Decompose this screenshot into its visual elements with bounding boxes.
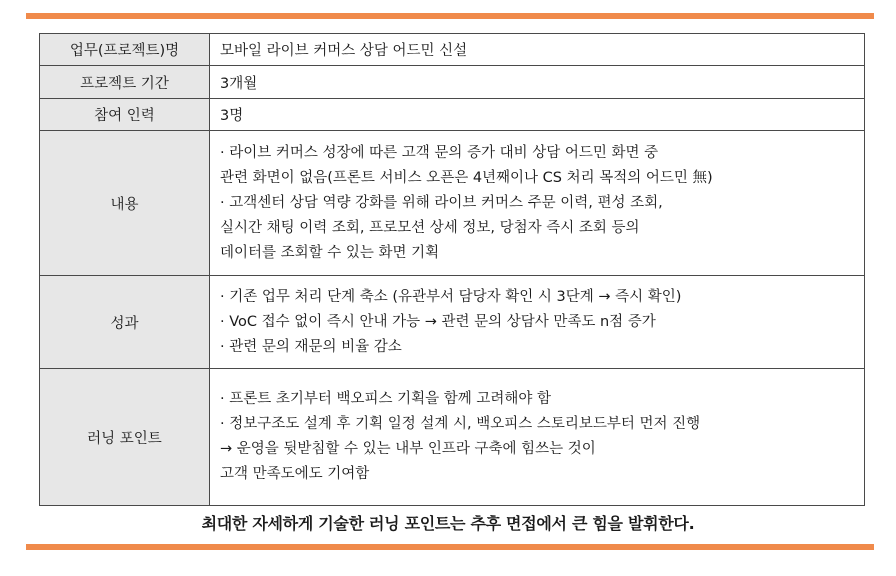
people-value: 3명: [210, 99, 865, 131]
list-item: · 라이브 커머스 성장에 따른 고객 문의 증가 대비 상담 어드민 화면 중 관련 화면이 없음(프론트 서비스 오픈은 4년째이나 CS 처리 목적의 어드민 無): [220, 144, 713, 186]
period-value: 3개월: [210, 66, 865, 99]
results-list: [220, 285, 854, 360]
content-value: [210, 131, 865, 276]
results-value: [210, 276, 865, 369]
table-row: [40, 66, 865, 99]
list-item: · VoC 접수 없이 즉시 안내 가능 → 관련 문의 상담사 만족도 n점 증가: [220, 313, 656, 330]
task-name-label: 업무(프로젝트)명: [40, 34, 210, 66]
learning-value: [210, 369, 865, 506]
learning-list: [220, 387, 854, 487]
table-row: [40, 131, 865, 276]
period-label: 프로젝트 기간: [40, 66, 210, 99]
content-list: [220, 141, 854, 266]
content-label: 내용: [40, 131, 210, 276]
project-summary-table: [39, 33, 865, 506]
list-item: · 프론트 초기부터 백오피스 기획을 함께 고려해야 함: [220, 391, 552, 407]
list-item: · 정보구조도 설계 후 기획 일정 설계 시, 백오피스 스토리보드부터 먼저 진행 → 운영을 뒷받침할 수 있는 내부 인프라 구축에 힘쓰는 것이 고객 만족도에도 기여함: [220, 416, 701, 482]
people-label: 참여 인력: [40, 99, 210, 131]
table-row: [40, 369, 865, 506]
table-row: [40, 99, 865, 131]
results-label: 성과: [40, 276, 210, 369]
table-row: [40, 34, 865, 66]
list-item: · 기존 업무 처리 단계 축소 (유관부서 담당자 확인 시 3단계 → 즉시 확인): [220, 288, 682, 305]
table-row: [40, 276, 865, 369]
learning-label: 러닝 포인트: [40, 369, 210, 506]
task-name-value: 모바일 라이브 커머스 상담 어드민 신설: [210, 34, 865, 66]
caption: 최대한 자세하게 기술한 러닝 포인트는 추후 면접에서 큰 힘을 발휘한다.: [201, 514, 695, 533]
bottom-accent-bar: [26, 544, 874, 550]
top-accent-bar: [26, 13, 874, 19]
list-item: · 고객센터 상담 역량 강화를 위해 라이브 커머스 주문 이력, 편성 조회, 실시간 채팅 이력 조회, 프로모션 상세 정보, 당첨자 즉시 조회 등의 데이터를 조회할 수 있는 화면 기획: [220, 194, 663, 261]
list-item: · 관련 문의 재문의 비율 감소: [220, 338, 402, 355]
